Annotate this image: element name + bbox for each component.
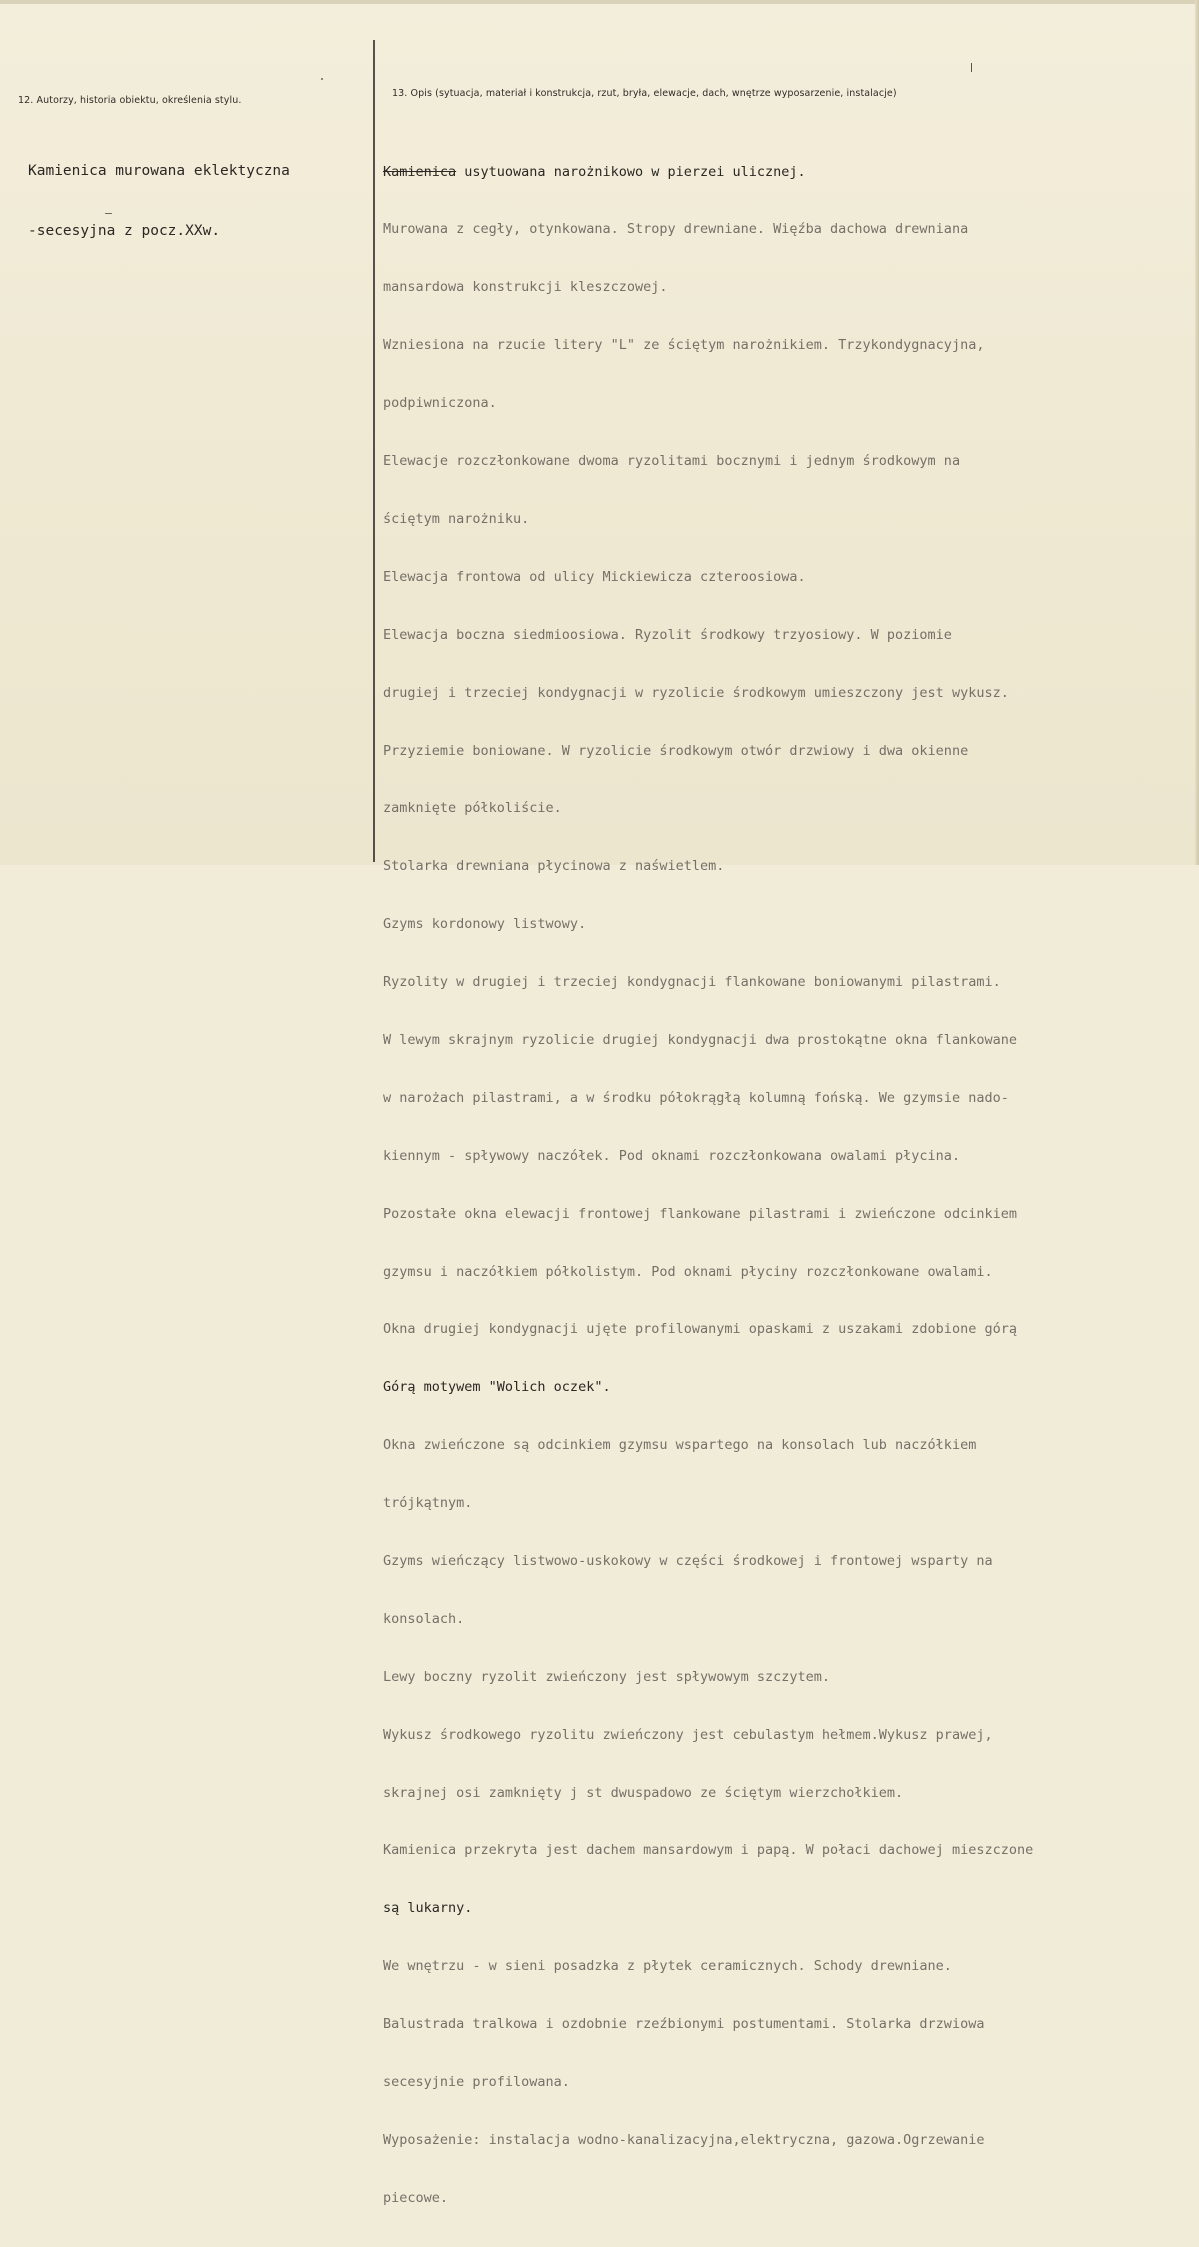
field-13-line: Pozostałe okna elewacji frontowej flankowane pilastrami i zwieńczone odcinkiem (383, 1205, 1017, 1222)
field-13-line: konsolach. (383, 1610, 465, 1627)
field-13-line: trójkątnym. (383, 1495, 473, 1512)
struck-word: Kamienica (383, 163, 457, 180)
field-13-line: Okna zwieńczone są odcinkiem gzymsu wspartego na konsolach lub naczółkiem (383, 1437, 977, 1454)
card-right-edge (1195, 0, 1199, 865)
field-13-line: Elewacje rozczłonkowane dwoma ryzolitami bocznymi i jednym środkowym na (383, 453, 961, 470)
field-13-line: piecowe. (383, 2189, 449, 2206)
field-13-line: Stolarka drewniana płycinowa z naświetlem. (383, 858, 725, 875)
field-13-line: Murowana z cegły, otynkowana. Stropy drewniane. Więźba dachowa drewniana (383, 221, 969, 238)
field-13-line: mansardowa konstrukcji kleszczowej. (383, 279, 668, 296)
card-top-edge (0, 0, 1199, 4)
column-divider (373, 40, 375, 862)
field-13-first-line (383, 163, 1033, 182)
field-13-label: 13. Opis (sytuacja, materiał i konstrukcja, rzut, bryła, elewacje, dach, wnętrze wyposarzenie, instalacje) (392, 88, 897, 99)
field-12-line: Kamienica murowana eklektyczna (28, 163, 290, 179)
paper-speck (321, 78, 323, 80)
field-13-line: W lewym skrajnym ryzolicie drugiej kondygnacji dwa prostokątne okna flankowane (383, 1031, 1017, 1048)
field-13-line: Kamienica przekryta jest dachem mansardowym i papą. W połaci dachowej mieszczone (383, 1842, 1034, 1859)
field-13-line: Elewacja boczna siedmioosiowa. Ryzolit środkowy trzyosiowy. W poziomie (383, 626, 952, 643)
field-13-line: Balustrada tralkowa i ozdobnie rzeźbionymi postumentami. Stolarka drzwiowa (383, 2016, 985, 2033)
field-13-line: We wnętrzu - w sieni posadzka z płytek ceramicznych. Schody drewniane. (383, 1958, 952, 1975)
field-13-line: są lukarny. (383, 1900, 473, 1917)
field-13-line: Gzyms wieńczący listwowo-uskokowy w części środkowej i frontowej wsparty na (383, 1552, 993, 1569)
field-13-line: kiennym - spływowy naczółek. Pod oknami rozczłonkowana owalami płycina. (383, 1147, 961, 1164)
field-13-line: Wykusz środkowego ryzolitu zwieńczony jest cebulastym hełmem.Wykusz prawej, (383, 1726, 993, 1743)
field-13-line: Ryzolity w drugiej i trzeciej kondygnacji flankowane boniowanymi pilastrami. (383, 974, 1001, 991)
field-12-label: 12. Autorzy, historia obiektu, określenia stylu. (18, 95, 242, 106)
field-13-line: drugiej i trzeciej kondygnacji w ryzolicie środkowym umieszczony jest wykusz. (383, 684, 1009, 701)
field-13-line: gzymsu i naczółkiem półkolistym. Pod oknami płyciny rozczłonkowane owalami. (383, 1263, 993, 1280)
field-13-line: skrajnej osi zamknięty j st dwuspadowo ze ściętym wierzchołkiem. (383, 1784, 904, 1801)
field-13-line: Okna drugiej kondygnacji ujęte profilowanymi opaskami z uszakami zdobione górą (383, 1321, 1017, 1338)
field-13-line: secesyjnie profilowana. (383, 2073, 570, 2090)
field-12-line: -secesyjna z pocz.XXw. (28, 223, 221, 239)
field-13-content (383, 124, 1033, 2247)
first-line-text: usytuowana narożnikowo w pierzei ulicznej. (456, 163, 806, 180)
field-13-line: Górą motywem "Wolich oczek". (383, 1379, 611, 1396)
field-13-line: Elewacja frontowa od ulicy Mickiewicza czteroosiowa. (383, 568, 806, 585)
field-13-line: ściętym narożniku. (383, 510, 530, 527)
field-13-line: w narożach pilastrami, a w środku półokrągłą kolumną fońską. We gzymsie nado- (383, 1089, 1009, 1106)
field-13-line: podpiwniczona. (383, 395, 497, 412)
field-13-line: Przyziemie boniowane. W ryzolicie środkowym otwór drzwiowy i dwa okienne (383, 742, 969, 759)
field-13-line: zamknięte półkoliście. (383, 800, 562, 817)
paper-mark (971, 63, 972, 72)
field-12-content (28, 121, 290, 281)
field-13-line: Lewy boczny ryzolit zwieńczony jest spływowym szczytem. (383, 1668, 831, 1685)
field-13-line: Gzyms kordonowy listwowy. (383, 916, 587, 933)
field-13-line: Wzniesiona na rzucie litery "L" ze ściętym narożnikiem. Trzykondygnacyjna, (383, 337, 985, 354)
field-13-line: Wyposażenie: instalacja wodno-kanalizacyjna,elektryczna, gazowa.Ogrzewanie (383, 2131, 985, 2148)
